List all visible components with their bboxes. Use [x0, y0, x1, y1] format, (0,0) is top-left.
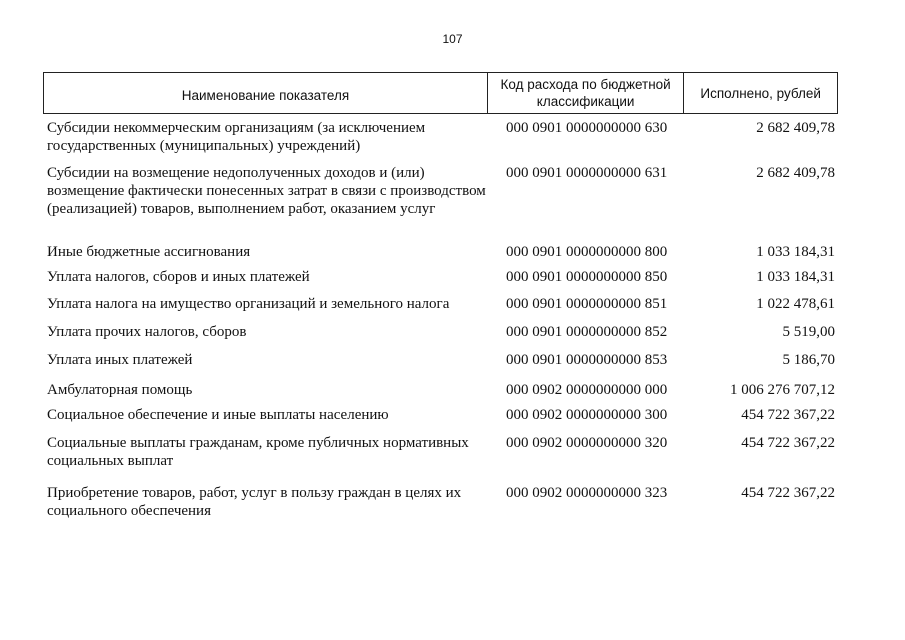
row-name: Амбулаторная помощь — [47, 382, 193, 398]
row-name: Уплата прочих налогов, сборов — [47, 324, 247, 340]
row-code: 000 0901 0000000000 850 — [506, 269, 668, 285]
header-name: Наименование показателя — [44, 73, 488, 113]
row-amount: 454 722 367,22 — [741, 435, 835, 451]
page-number: 107 — [442, 32, 463, 46]
table-header — [43, 72, 838, 114]
row-amount: 454 722 367,22 — [741, 407, 835, 423]
row-name: Социальные выплаты гражданам, кроме публичных нормативных социальных выплат — [47, 435, 469, 469]
row-code: 000 0901 0000000000 852 — [506, 324, 668, 340]
row-code: 000 0901 0000000000 630 — [506, 120, 668, 136]
row-amount: 1 006 276 707,12 — [730, 382, 835, 398]
header-code: Код расхода по бюджетной классификации — [488, 73, 685, 113]
row-amount: 1 033 184,31 — [756, 244, 835, 260]
row-name: Социальное обеспечение и иные выплаты населению — [47, 407, 389, 423]
row-name: Уплата налогов, сборов и иных платежей — [47, 269, 310, 285]
row-code: 000 0902 0000000000 000 — [506, 382, 668, 398]
row-amount: 5 186,70 — [782, 352, 835, 368]
row-amount: 1 022 478,61 — [756, 296, 835, 312]
row-code: 000 0901 0000000000 800 — [506, 244, 668, 260]
row-amount: 5 519,00 — [782, 324, 835, 340]
row-name: Уплата иных платежей — [47, 352, 193, 368]
row-code: 000 0902 0000000000 300 — [506, 407, 668, 423]
row-amount: 2 682 409,78 — [756, 165, 835, 181]
row-name: Субсидии на возмещение недополученных доходов и (или) возмещение фактически понесенных затрат в связи с производством (реализацией) товаров, выполнением работ, оказанием услуг — [47, 165, 486, 217]
row-name: Иные бюджетные ассигнования — [47, 244, 251, 260]
row-code: 000 0902 0000000000 320 — [506, 435, 668, 451]
row-code: 000 0902 0000000000 323 — [506, 485, 668, 501]
row-name: Субсидии некоммерческим организациям (за исключением государственных (муниципальных) учреждений) — [47, 120, 426, 154]
row-code: 000 0901 0000000000 853 — [506, 352, 668, 368]
row-code: 000 0901 0000000000 631 — [506, 165, 668, 181]
row-amount: 454 722 367,22 — [741, 485, 835, 501]
row-name: Приобретение товаров, работ, услуг в пользу граждан в целях их социального обеспечения — [47, 485, 462, 519]
row-name: Уплата налога на имущество организаций и земельного налога — [47, 296, 450, 312]
header-amount: Исполнено, рублей — [700, 85, 821, 101]
row-code: 000 0901 0000000000 851 — [506, 296, 668, 312]
row-amount: 2 682 409,78 — [756, 120, 835, 136]
row-amount: 1 033 184,31 — [756, 269, 835, 285]
